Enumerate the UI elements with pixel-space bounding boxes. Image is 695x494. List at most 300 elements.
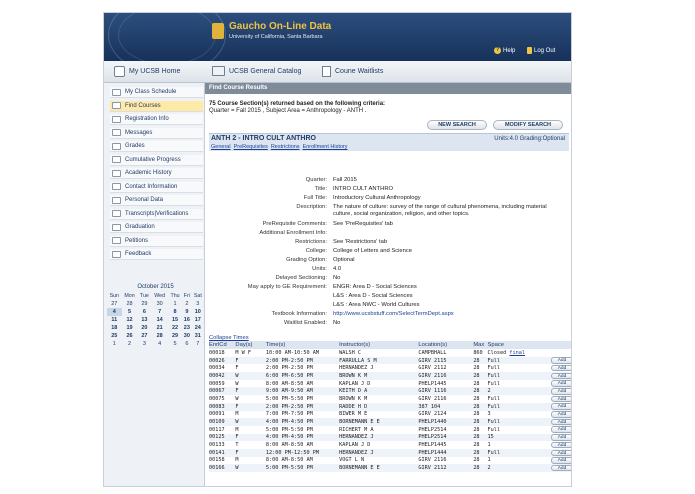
clipboard-icon: [112, 116, 121, 123]
cell-add: [532, 403, 572, 411]
add-section-button[interactable]: Add: [551, 396, 572, 403]
space-value: 3: [487, 411, 491, 418]
space-value: Full: [487, 357, 501, 364]
add-section-button[interactable]: Add: [551, 457, 572, 464]
calendar-grid: [107, 292, 204, 348]
cell-days: W: [235, 395, 239, 402]
book-icon: [212, 66, 225, 76]
cell-time: 2:00 PM-2:50 PM: [266, 403, 339, 411]
sections-table-body: [209, 349, 572, 472]
cell-code: 00067: [209, 387, 235, 395]
column-header: [532, 341, 572, 349]
cell-space: [488, 372, 533, 380]
table-row: [209, 449, 572, 457]
nav-my-ucsb-home[interactable]: [114, 66, 180, 77]
cell-days: F: [235, 403, 266, 411]
cell-time: 10:00 AM-10:50 AM: [265, 349, 320, 356]
course-link-restrictions[interactable]: Restrictions: [270, 144, 300, 150]
add-section-button[interactable]: Add: [551, 411, 572, 418]
sidebar-item-label: Grades: [125, 143, 145, 149]
space-value: Full: [487, 365, 501, 372]
cell-instructor: BORNEMANN E E: [339, 464, 418, 472]
detail-label: Units:: [312, 266, 327, 272]
cell-location: GIRV 2115: [418, 357, 473, 365]
table-row: [209, 441, 572, 449]
cell-add: [532, 449, 572, 457]
detail-label: Textbook Information:: [271, 311, 327, 317]
checkmark-icon: [112, 170, 121, 177]
calendar-day[interactable]: 25: [111, 333, 118, 339]
add-section-button[interactable]: Add: [551, 365, 572, 372]
detail-row: [209, 302, 569, 311]
cell-days: F: [235, 434, 266, 442]
add-section-button[interactable]: Add: [551, 465, 572, 472]
detail-value: See 'PreRequisites' tab: [333, 221, 393, 227]
calendar-weekday: Wed: [154, 293, 166, 299]
calendar-day[interactable]: 11: [111, 317, 118, 323]
cell-instructor: HERNANDEZ J: [339, 434, 418, 442]
calendar-weekday-row: [107, 292, 204, 300]
cell-code: 00117: [209, 426, 225, 433]
cell-code: 00059: [209, 380, 225, 387]
cell-max: 860: [473, 349, 483, 356]
calendar-weekday: Sat: [193, 293, 202, 299]
cell-time: 8:00 AM-8:50 AM: [265, 457, 313, 464]
cell-add: [532, 349, 572, 357]
cell-time: 7:00 PM-7:50 PM: [265, 411, 313, 418]
detail-value: The nature of culture: survey of the range of cultural phenomena, including material culture, social organization, religion, and other topics.: [333, 204, 547, 217]
space-value: Full: [487, 426, 501, 433]
detail-value: L&S : Area NWC - World Cultures: [333, 302, 420, 308]
nav-course-waitlists[interactable]: [322, 66, 383, 77]
cell-location: GIRV 2112: [418, 365, 447, 372]
cell-space: [488, 403, 533, 411]
calendar-day[interactable]: 26: [126, 333, 133, 339]
search-criteria-text: Quarter = Fall 2015 , Subject Area = Anthropology - ANTH .: [209, 108, 367, 114]
table-row: [209, 457, 572, 465]
cell-max: 28: [473, 411, 480, 418]
cell-time: 4:00 PM-4:50 PM: [266, 434, 339, 442]
cell-days: F: [235, 387, 266, 395]
calendar-day[interactable]: 6: [142, 309, 146, 315]
calendar-day[interactable]: 5: [173, 341, 177, 347]
calendar-day[interactable]: 3: [196, 301, 200, 307]
collapse-times-link[interactable]: Collapse Times: [209, 335, 249, 341]
calendar-day[interactable]: 5: [128, 309, 132, 315]
detail-row: [209, 177, 569, 186]
logout-link[interactable]: [527, 47, 555, 54]
cell-time: 12:00 PM-12:50 PM: [266, 449, 339, 457]
calendar-day[interactable]: 18: [111, 325, 118, 331]
calendar-week-row: [107, 316, 204, 324]
calendar-day[interactable]: 6: [185, 341, 189, 347]
contact-card-icon: [112, 183, 121, 190]
cell-days: W: [235, 418, 266, 426]
space-value: Full: [487, 403, 501, 410]
nav-waitlists-label: Coune Waitlists: [335, 68, 384, 75]
sidebar-item-label: Messages: [125, 129, 153, 136]
cell-max: 28: [473, 418, 487, 426]
calendar-day[interactable]: 13: [141, 317, 148, 323]
space-value: Closed: [487, 349, 507, 356]
cell-code: 00075: [209, 395, 225, 402]
cell-location: GIRV 2116: [418, 457, 447, 464]
calendar-day[interactable]: 7: [158, 309, 162, 315]
calendar-day[interactable]: 12: [126, 317, 133, 323]
sidebar-item-transcripts-verifications[interactable]: [110, 209, 203, 220]
cell-instructor: WALSH C: [339, 349, 361, 356]
cell-location: GIRV 2116: [418, 395, 447, 402]
cell-instructor: BROWN K M: [339, 395, 368, 402]
sidebar-item-find-courses[interactable]: [110, 101, 203, 112]
table-row: [209, 418, 572, 426]
cell-space: [488, 357, 533, 365]
results-band-title: Find Course Results: [205, 83, 572, 94]
cell-days: T: [235, 442, 239, 449]
calendar-day[interactable]: 27: [141, 333, 148, 339]
sidebar-item-messages[interactable]: [110, 128, 203, 139]
main-content: [205, 83, 572, 487]
cell-days: M: [235, 411, 239, 418]
cell-days: F: [235, 449, 266, 457]
top-navigation: [104, 61, 572, 83]
space-value: Full: [487, 372, 501, 379]
calendar-weekday: Sun: [109, 293, 119, 299]
detail-label: Full Title:: [303, 195, 327, 201]
course-title: ANTH 2 - INTRO CULT ANTHRO: [211, 135, 316, 142]
calendar-day[interactable]: 7: [196, 341, 200, 347]
cell-days: M: [235, 457, 239, 464]
sidebar-item-label: Academic History: [125, 170, 172, 176]
cell-code: 00042: [209, 372, 235, 380]
calendar-day[interactable]: 10: [194, 309, 201, 315]
cell-location: 387 104: [418, 403, 473, 411]
sidebar: [104, 83, 205, 487]
calendar-week-row: [107, 308, 204, 316]
table-row: [209, 426, 572, 434]
cell-code: 00158: [209, 457, 225, 464]
course-tab-links: [211, 144, 348, 150]
cell-code: 00166: [209, 464, 235, 472]
cell-code: 00091: [209, 411, 225, 418]
calendar-day[interactable]: 16: [183, 317, 190, 323]
cell-time: 6:00 PM-6:50 PM: [266, 372, 339, 380]
space-value: 1: [487, 442, 491, 449]
add-section-button[interactable]: Add: [551, 357, 572, 364]
sidebar-item-label: Petitions: [125, 237, 149, 244]
final-exam-link[interactable]: final: [509, 349, 526, 356]
course-header: [209, 133, 569, 151]
document-icon: [112, 210, 121, 217]
cell-add: [532, 380, 572, 388]
detail-row: [209, 284, 569, 293]
calendar-day[interactable]: 4: [107, 308, 122, 316]
sidebar-item-petitions[interactable]: [110, 236, 203, 247]
calendar-day[interactable]: 14: [156, 317, 163, 323]
calendar-day[interactable]: 2: [128, 341, 132, 347]
sections-table: [209, 341, 572, 472]
cell-code: 00026: [209, 357, 235, 365]
calendar-week-row: [107, 340, 204, 348]
calendar-day[interactable]: 27: [111, 301, 118, 307]
course-link-prerequisites[interactable]: PreRequisites: [233, 144, 268, 150]
add-section-button[interactable]: Add: [551, 450, 572, 457]
add-section-button[interactable]: Add: [551, 426, 572, 433]
cell-days: W: [235, 380, 239, 387]
browser-page: [103, 12, 572, 487]
calendar-day[interactable]: 29: [141, 301, 148, 307]
calendar-month-title: October 2015: [137, 284, 174, 290]
calendar-day[interactable]: 30: [183, 333, 190, 339]
cell-max: 28: [473, 372, 487, 380]
cell-instructor: BIWER M E: [339, 411, 368, 418]
add-section-button[interactable]: Add: [551, 388, 572, 395]
cell-time: 5:00 PM-5:50 PM: [265, 426, 313, 433]
calendar-day[interactable]: 17: [194, 317, 201, 323]
cell-time: 8:00 AM-8:50 AM: [265, 380, 313, 387]
detail-value: Introductory Cultural Anthropology: [333, 195, 421, 201]
cell-max: 28: [473, 403, 487, 411]
detail-value: L&S : Area D - Social Sciences: [333, 293, 413, 299]
sidebar-item-label: Find Courses: [125, 102, 161, 109]
detail-label: Restrictions:: [295, 239, 327, 245]
detail-row: [209, 186, 569, 195]
graduation-cap-icon: [112, 224, 121, 231]
cell-location: GIRV 2124: [418, 411, 447, 418]
column-header: Max: [473, 341, 487, 349]
sidebar-item-academic-history[interactable]: [110, 168, 203, 179]
sidebar-item-label: Contact Information: [125, 183, 178, 190]
cell-add: [532, 441, 572, 449]
detail-label: Grading Option:: [286, 257, 327, 263]
logout-door-icon: [527, 47, 532, 54]
waitlist-document-icon: [322, 66, 331, 77]
calendar-day[interactable]: 1: [173, 301, 177, 307]
calendar-week-row: [107, 324, 204, 332]
cell-code: 00018: [209, 349, 225, 356]
calendar-weekday: Thu: [170, 293, 180, 299]
logout-label: Log Out: [534, 47, 556, 54]
cell-add: [532, 387, 572, 395]
new-search-button[interactable]: NEW SEARCH: [427, 120, 487, 130]
sections-table-header: [209, 341, 572, 349]
cell-code: 00109: [209, 418, 235, 426]
cell-location: PHELP1440: [418, 418, 473, 426]
mini-calendar: [107, 283, 204, 348]
sidebar-item-label: Registration Info: [125, 116, 169, 122]
calendar-week-row: [107, 300, 204, 308]
calendar-day[interactable]: 28: [126, 301, 133, 307]
help-link[interactable]: [494, 47, 515, 54]
help-label: Help: [503, 47, 516, 54]
search-icon: [112, 102, 121, 109]
calendar-day[interactable]: 4: [158, 341, 162, 347]
column-header: Space: [488, 341, 533, 349]
detail-row: [209, 320, 569, 329]
gold-logo-icon: [212, 23, 224, 39]
calendar-day[interactable]: 15: [171, 317, 179, 323]
detail-label: Description:: [296, 204, 327, 210]
calendar-day[interactable]: 9: [185, 309, 189, 315]
course-link-enrollment-history[interactable]: Enrollment History: [302, 144, 348, 150]
add-section-button[interactable]: Add: [551, 434, 572, 441]
person-icon: [112, 197, 121, 204]
detail-row: [209, 293, 569, 302]
calendar-icon: [112, 89, 121, 96]
detail-value: See 'Restrictions' tab: [333, 239, 388, 245]
cell-location: GIRV 1116: [418, 387, 473, 395]
sidebar-item-cumulative-progress[interactable]: [110, 155, 203, 166]
nav-general-catalog[interactable]: [212, 66, 301, 76]
table-row: [209, 349, 572, 357]
calendar-day[interactable]: 28: [156, 333, 163, 339]
table-row: [209, 411, 572, 419]
cell-days: F: [235, 357, 266, 365]
calendar-day[interactable]: 22: [171, 325, 179, 331]
sidebar-item-my-class-schedule[interactable]: [110, 87, 203, 98]
space-value: 2: [487, 388, 491, 395]
calendar-day[interactable]: 23: [183, 325, 190, 331]
modify-search-button[interactable]: MODIFY SEARCH: [493, 120, 563, 130]
help-icon: ?: [495, 47, 500, 53]
detail-value: Optional: [333, 257, 355, 263]
sidebar-item-grades[interactable]: [110, 141, 203, 152]
nav-catalog-label: UCSB General Catalog: [229, 67, 302, 75]
sidebar-item-label: My Class Schedule: [125, 89, 177, 95]
calendar-day[interactable]: 21: [156, 325, 163, 331]
cell-add: [532, 464, 572, 472]
cell-location: CAMPBHALL: [418, 349, 447, 356]
calendar-day[interactable]: 20: [141, 325, 148, 331]
cell-time: 2:00 PM-2:50 PM: [265, 365, 313, 372]
cell-space: [488, 457, 533, 465]
detail-row: [209, 221, 569, 230]
detail-row: [209, 204, 569, 217]
column-header: EnrlCd: [209, 341, 235, 349]
calendar-weekday: Mon: [124, 293, 135, 299]
calendar-day[interactable]: 24: [194, 325, 201, 331]
cell-max: 28: [473, 434, 487, 442]
table-row: [209, 380, 572, 388]
sidebar-item-contact-information[interactable]: [110, 182, 203, 193]
home-icon: [114, 66, 125, 77]
cell-add: [532, 418, 572, 426]
results-count-text: 75 Course Section(s) returned based on the following criteria:: [209, 101, 386, 107]
cell-instructor: HERNANDEZ J: [339, 365, 374, 372]
detail-label: Title:: [314, 186, 327, 192]
column-header: Day(s): [235, 341, 266, 349]
sidebar-item-label: Transcripts|Verifications: [125, 210, 189, 217]
cell-space: [488, 434, 533, 442]
add-section-button[interactable]: Add: [551, 419, 572, 426]
cell-space: [488, 411, 533, 419]
cell-add: [532, 357, 572, 365]
cell-space: [488, 395, 533, 403]
cell-location: GIRV 2112: [418, 464, 473, 472]
cell-instructor: BROWN K M: [339, 372, 418, 380]
cell-add: [532, 364, 572, 372]
space-value: 1: [487, 457, 491, 464]
sidebar-item-registration-info[interactable]: [110, 114, 203, 125]
add-section-button[interactable]: Add: [551, 373, 572, 380]
calendar-day[interactable]: 29: [171, 333, 179, 339]
cell-days: F: [235, 365, 239, 372]
detail-label: Additional Enrollment Info:: [259, 230, 327, 236]
cell-space: [488, 449, 533, 457]
sidebar-item-feedback[interactable]: [110, 249, 203, 260]
add-section-button[interactable]: Add: [551, 403, 572, 410]
sidebar-item-graduation[interactable]: [110, 222, 203, 233]
space-value: 15: [487, 434, 494, 441]
calendar-day[interactable]: 1: [112, 341, 116, 347]
cell-space: [488, 418, 533, 426]
calendar-day[interactable]: 19: [126, 325, 133, 331]
sidebar-item-label: Graduation: [125, 224, 155, 230]
progress-icon: [112, 156, 121, 163]
cell-space: [488, 380, 533, 388]
cell-instructor: RADDE H D: [339, 403, 418, 411]
cell-location: PHELP1445: [418, 442, 447, 449]
cell-days: M: [235, 426, 239, 433]
calendar-day[interactable]: 3: [142, 341, 146, 347]
detail-row: [209, 266, 569, 275]
cell-instructor: KEITH D A: [339, 387, 418, 395]
course-units-grading: Units:4.0 Grading:Optional: [494, 136, 565, 142]
cell-instructor: RICHERT M A: [339, 426, 374, 433]
space-value: 2: [487, 465, 491, 472]
sidebar-item-personal-data[interactable]: [110, 195, 203, 206]
space-value: Full: [487, 380, 501, 387]
cell-max: 28: [473, 457, 480, 464]
cell-space: [488, 426, 533, 434]
cell-location: PHELP1444: [418, 449, 473, 457]
table-row: [209, 372, 572, 380]
detail-value: 4.0: [333, 266, 342, 272]
cell-location: PHELP2514: [418, 426, 447, 433]
detail-label: Delayed Sectioning:: [275, 275, 327, 281]
column-header: Instructor(s): [339, 341, 418, 349]
course-link-general[interactable]: General: [211, 144, 231, 150]
calendar-day[interactable]: 30: [156, 301, 163, 307]
cell-max: 28: [473, 380, 480, 387]
app-title: Gaucho On-Line Data: [229, 21, 332, 32]
cell-max: 28: [473, 464, 487, 472]
header-banner: [104, 13, 572, 61]
cell-max: 28: [473, 449, 487, 457]
cell-days: W: [235, 372, 266, 380]
add-section-button[interactable]: Add: [551, 380, 572, 387]
add-section-button[interactable]: Add: [551, 442, 572, 449]
envelope-icon: [112, 129, 121, 136]
column-header: Time(s): [266, 341, 339, 349]
calendar-day[interactable]: 2: [185, 301, 189, 307]
calendar-day[interactable]: 8: [173, 309, 177, 315]
cell-max: 28: [473, 365, 480, 372]
cell-instructor: HERNANDEZ J: [339, 449, 418, 457]
column-header: Location(s): [418, 341, 473, 349]
textbook-link[interactable]: http://www.ucsbstuff.com/SelectTermDept.aspx: [333, 311, 454, 317]
cell-days: W: [235, 464, 266, 472]
calendar-day[interactable]: 31: [194, 333, 201, 339]
cell-add: [532, 434, 572, 442]
cell-add: [532, 411, 572, 419]
detail-label: College:: [305, 248, 327, 254]
calendar-weekday: Tue: [139, 293, 149, 299]
calendar-week-row: [107, 332, 204, 340]
detail-label: Waitlist Enabled:: [284, 320, 327, 326]
detail-value: No: [333, 275, 341, 281]
detail-row: [209, 275, 569, 284]
